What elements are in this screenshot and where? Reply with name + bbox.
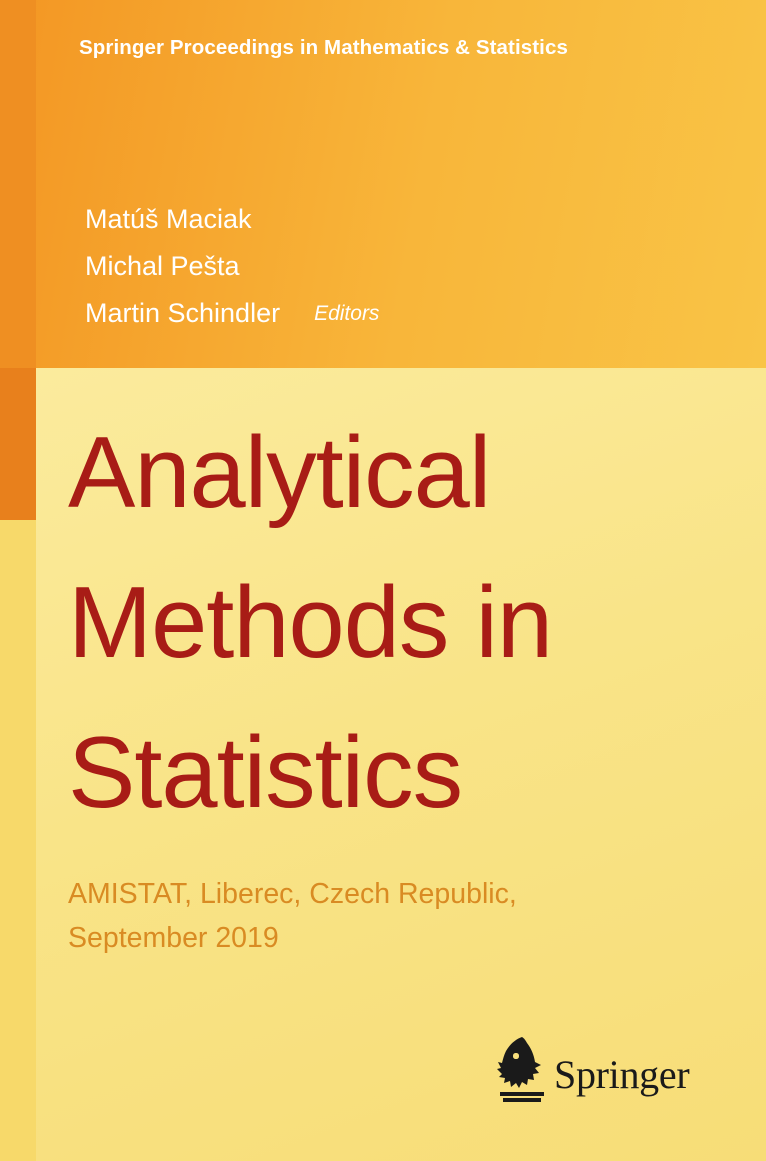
cover-spine-accent-strip (0, 368, 36, 520)
book-subtitle-line: AMISTAT, Liberec, Czech Republic, (68, 878, 517, 910)
editors-block (85, 196, 705, 339)
cover-spine-top-strip (0, 0, 36, 368)
editor-name-text: Matúš Maciak (85, 204, 252, 234)
book-title-line: Statistics (68, 717, 463, 829)
series-title: Springer Proceedings in Mathematics & Statistics (79, 36, 568, 59)
springer-knight-icon (492, 1035, 550, 1105)
book-subtitle-line: September 2019 (68, 922, 279, 954)
editors-role-label: Editors (314, 302, 380, 325)
editor-name (85, 290, 705, 339)
book-title (68, 398, 728, 848)
editor-name-text: Martin Schindler (85, 298, 281, 328)
editor-name (85, 196, 705, 243)
book-title-line: Methods in (68, 567, 553, 679)
editor-name-text: Michal Pešta (85, 251, 240, 281)
publisher-logo (492, 1035, 707, 1109)
book-subtitle (68, 872, 698, 960)
publisher-name: Springer (554, 1052, 690, 1097)
book-title-line: Analytical (68, 417, 491, 529)
editor-name (85, 243, 705, 290)
